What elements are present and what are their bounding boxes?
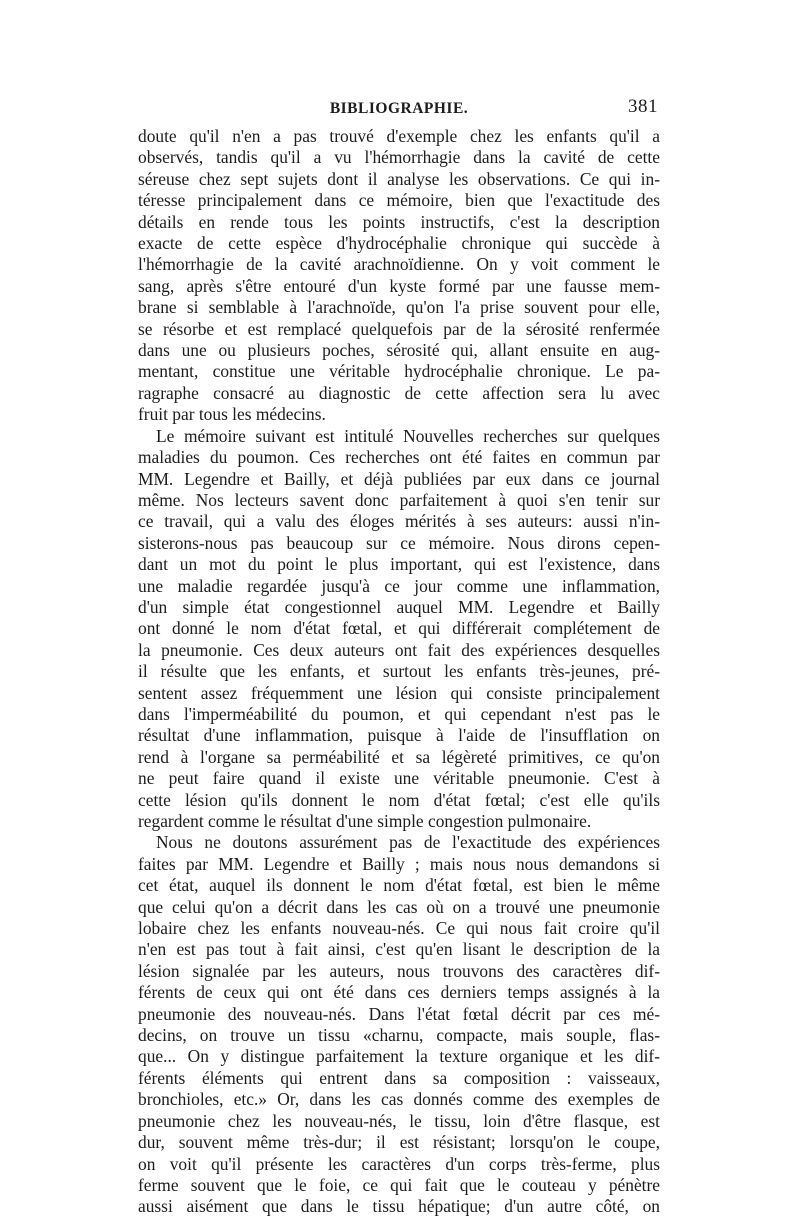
text-line: sentent assez fréquemment une lésion qui consiste principalement: [138, 682, 660, 703]
text-line: exacte de cette espèce d'hydrocéphalie chronique qui succède à: [138, 233, 660, 254]
text-line: pneumonie chez les nouveau-nés, le tissu, loin d'être flasque, est: [138, 1110, 660, 1131]
text-line: dans l'imperméabilité du poumon, et qui cependant n'est pas le: [138, 703, 660, 724]
page: [138, 96, 660, 1218]
text-line: ferme souvent que le foie, ce qui fait que le couteau y pénètre: [138, 1174, 660, 1195]
text-line: ont donné le nom d'état fœtal, et qui différerait complétement de: [138, 618, 660, 639]
text-line: détails en rende tous les points instructifs, c'est la description: [138, 211, 660, 232]
text-line: regardent comme le résultat d'une simple congestion pulmonaire.: [138, 811, 592, 831]
text-line: résultat d'une inflammation, puisque à l'aide de l'insufflation on: [138, 725, 660, 746]
text-line: même. Nos lecteurs savent donc parfaitement à quoi s'en tenir sur: [138, 489, 660, 510]
text-line: sang, après s'être entouré d'un kyste formé par une fausse mem-: [138, 275, 660, 296]
text-line: faites par MM. Legendre et Bailly ; mais nous nous demandons si: [138, 853, 660, 874]
text-line: brane si semblable à l'arachnoïde, qu'on l'a prise souvent pour elle,: [138, 297, 660, 318]
text-line: maladies du poumon. Ces recherches ont été faites en commun par: [138, 447, 660, 468]
text-line: une maladie regardée jusqu'à ce jour comme une inflammation,: [138, 575, 660, 596]
text-line: n'en est pas tout à fait ainsi, c'est qu'en lisant le description de la: [138, 939, 660, 960]
text-line: mentant, constitue une véritable hydrocéphalie chronique. Le pa-: [138, 361, 660, 382]
text-line: l'hémorrhagie de la cavité arachnoïdienne. On y voit comment le: [138, 254, 660, 275]
text-line: MM. Legendre et Bailly, et déjà publiées par eux dans ce journal: [138, 468, 660, 489]
text-line: séreuse chez sept sujets dont il analyse les observations. Ce qui in-: [138, 168, 660, 189]
page-number: 381: [628, 96, 658, 117]
running-head: [138, 96, 660, 126]
text-line: doute qu'il n'en a pas trouvé d'exemple chez les enfants qu'il a: [138, 126, 660, 146]
text-line: pneumonie des nouveau-nés. Dans l'état fœtal décrit par ces mé-: [138, 1003, 660, 1024]
text-line: Le mémoire suivant est intitulé Nouvelles recherches sur quelques: [156, 425, 660, 446]
text-line: fruit par tous les médecins.: [138, 404, 326, 425]
text-line: ragraphe consacré au diagnostic de cette affection sera lu avec: [138, 382, 660, 403]
text-line: bronchioles, etc.» Or, dans les cas donnés comme des exemples de: [138, 1089, 660, 1110]
text-line: que celui qu'on a décrit dans les cas où on a trouvé une pneumonie: [138, 896, 660, 917]
text-line: lésion signalée par les auteurs, nous trouvons des caractères dif-: [138, 960, 660, 981]
text-line: la pneumonie. Ces deux auteurs ont fait des expériences desquelles: [138, 639, 660, 660]
text-line: observés, tandis qu'il a vu l'hémorrhagie dans la cavité de cette: [138, 147, 660, 168]
text-line: téresse principalement dans ce mémoire, bien que l'exactitude des: [138, 190, 660, 211]
text-line: ne peut faire quand il existe une véritable pneumonie. C'est à: [138, 768, 660, 789]
text-line: férents de ceux qui ont été dans ces derniers temps assignés à la: [138, 982, 660, 1003]
running-title: BIBLIOGRAPHIE.: [329, 100, 469, 117]
body-text: [138, 126, 660, 1218]
text-line: se résorbe et est remplacé quelquefois par de la sérosité renfermée: [138, 318, 660, 339]
text-line: cet état, auquel ils donnent le nom d'état fœtal, est bien le même: [138, 875, 660, 896]
text-line: aussi aisément que dans le tissu hépatique; d'un autre côté, on: [138, 1196, 660, 1217]
text-line: d'un simple état congestionnel auquel MM. Legendre et Bailly: [138, 596, 660, 617]
text-line: lobaire chez les enfants nouveau-nés. Ce qui nous fait croire qu'il: [138, 918, 660, 939]
text-line: Nous ne doutons assurément pas de l'exactitude des expériences: [156, 832, 660, 853]
text-line: dans une ou plusieurs poches, sérosité qui, allant ensuite en aug-: [138, 340, 660, 361]
text-line: dur, souvent même très-dur; il est résistant; lorsqu'on le coupe,: [138, 1132, 660, 1153]
text-line: dant un mot du point le plus important, qui est l'existence, dans: [138, 554, 660, 575]
text-line: decins, on trouve un tissu «charnu, compacte, mais souple, flas-: [138, 1025, 660, 1046]
text-line: cette lésion qu'ils donnent le nom d'état fœtal; c'est elle qu'ils: [138, 789, 660, 810]
text-line: il résulte que les enfants, et surtout les enfants très-jeunes, pré-: [138, 661, 660, 682]
text-line: sisterons-nous pas beaucoup sur ce mémoire. Nous dirons cepen-: [138, 532, 660, 553]
text-line: férents éléments qui entrent dans sa composition : vaisseaux,: [138, 1067, 660, 1088]
text-line: que... On y distingue parfaitement la texture organique et les dif-: [138, 1046, 660, 1067]
text-line: on voit qu'il présente les caractères d'un corps très-ferme, plus: [138, 1153, 660, 1174]
text-line: rend à l'organe sa perméabilité et sa légèreté primitives, ce qu'on: [138, 746, 660, 767]
text-line: ce travail, qui a valu des éloges mérités à ses auteurs: aussi n'in-: [138, 511, 660, 532]
